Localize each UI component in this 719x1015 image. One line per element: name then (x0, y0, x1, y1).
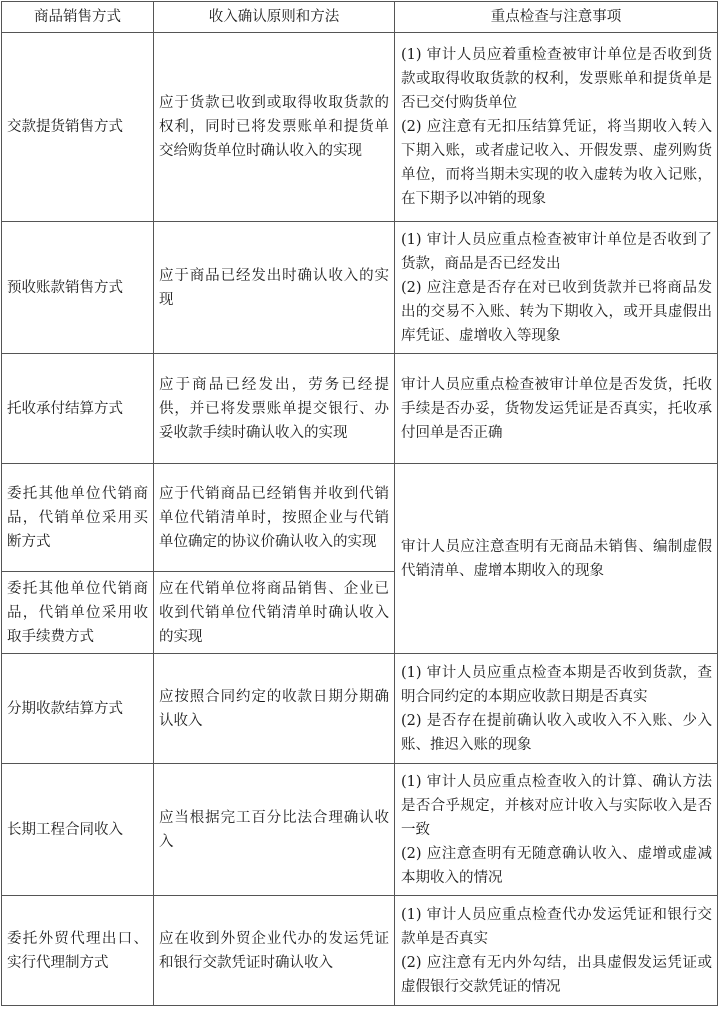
sales-method-cell: 交款提货销售方式 (2, 33, 154, 222)
sales-method-cell: 委托外贸代理出口、实行代理制方式 (2, 896, 154, 1006)
sales-method-cell: 长期工程合同收入 (2, 764, 154, 896)
table-row (2, 33, 718, 222)
principle-cell: 应于货款已收到或取得收取货款的权利，同时已将发票账单和提货单交给购货单位时确认收入的实现 (154, 33, 395, 222)
check-item: (2) 应注意查明有无随意确认收入、虚增或虚减本期收入的情况 (401, 845, 712, 886)
checks-cell (395, 654, 718, 764)
check-item: (2) 应注意有无扣压结算凭证，将当期收入转入下期入账，或者虚记收入、开假发票、虚列购货单位，而将当期未实现的收入虚转为收入记账，在下期予以冲销的现象 (401, 119, 712, 207)
check-item: (1) 审计人员应着重检查被审计单位是否收到货款或取得收取货款的权利，发票账单和提货单是否已交付购货单位 (401, 47, 712, 111)
principle-cell: 应于代销商品已经销售并收到代销单位代销清单时，按照企业与代销单位确定的协议价确认收入的实现 (154, 464, 395, 572)
table-row (2, 764, 718, 896)
checks-cell (395, 354, 718, 464)
sales-method-cell: 委托其他单位代销商品，代销单位采用收取手续费方式 (2, 572, 154, 654)
principle-cell: 应在收到外贸企业代办的发运凭证和银行交款凭证时确认收入 (154, 896, 395, 1006)
principle-cell: 应于商品已经发出时确认收入的实现 (154, 222, 395, 354)
check-item: (1) 审计人员应重点检查本期是否收到货款，查明合同约定的本期应收款日期是否真实 (401, 664, 712, 705)
consignment-checks-cell: 审计人员应注意查明有无商品未销售、编制虚假代销清单、虚增本期收入的现象 (395, 464, 718, 654)
checks-cell (395, 33, 718, 222)
sales-method-cell: 托收承付结算方式 (2, 354, 154, 464)
check-item: (1) 审计人员应重点检查被审计单位是否收到了货款，商品是否已经发出 (401, 231, 712, 272)
check-item: (1) 审计人员应重点检查收入的计算、确认方法是否合乎规定，并核对应计收入与实际收入是否一致 (401, 773, 712, 838)
principle-cell: 应按照合同约定的收款日期分期确认收入 (154, 654, 395, 764)
check-item: (1) 审计人员应重点检查代办发运凭证和银行交款单是否真实 (401, 906, 712, 947)
principle-cell: 应当根据完工百分比法合理确认收入 (154, 764, 395, 896)
checks-cell (395, 896, 718, 1006)
check-item: (2) 是否存在提前确认收入或收入不入账、少入账、推迟入账的现象 (401, 712, 712, 753)
revenue-audit-table (1, 1, 718, 1006)
sales-method-cell: 分期收款结算方式 (2, 654, 154, 764)
header-sales-method: 商品销售方式 (2, 2, 154, 33)
header-recognition-principle: 收入确认原则和方法 (154, 2, 395, 33)
checks-cell (395, 764, 718, 896)
table-row (2, 654, 718, 764)
principle-cell: 应于商品已经发出，劳务已经提供，并已将发票账单提交银行、办妥收款手续时确认收入的实现 (154, 354, 395, 464)
check-item: 审计人员应重点检查被审计单位是否发货，托收手续是否办妥，货物发运凭证是否真实，托收承付回单是否正确 (401, 376, 712, 441)
check-item: (2) 应注意有无内外勾结，出具虚假发运凭证或虚假银行交款凭证的情况 (401, 954, 712, 995)
header-row (2, 2, 718, 33)
table-row (2, 896, 718, 1006)
table-row (2, 354, 718, 464)
checks-cell (395, 222, 718, 354)
check-item: (2) 应注意是否存在对已收到货款并已将商品发出的交易不入账、转为下期收入，或开具虚假出库凭证、虚增收入等现象 (401, 279, 712, 344)
sales-method-cell: 预收账款销售方式 (2, 222, 154, 354)
principle-cell: 应在代销单位将商品销售、企业已收到代销单位代销清单时确认收入的实现 (154, 572, 395, 654)
table-row (2, 464, 718, 572)
table-row (2, 222, 718, 354)
sales-method-cell: 委托其他单位代销商品，代销单位采用买断方式 (2, 464, 154, 572)
header-check-points: 重点检查与注意事项 (395, 2, 718, 33)
